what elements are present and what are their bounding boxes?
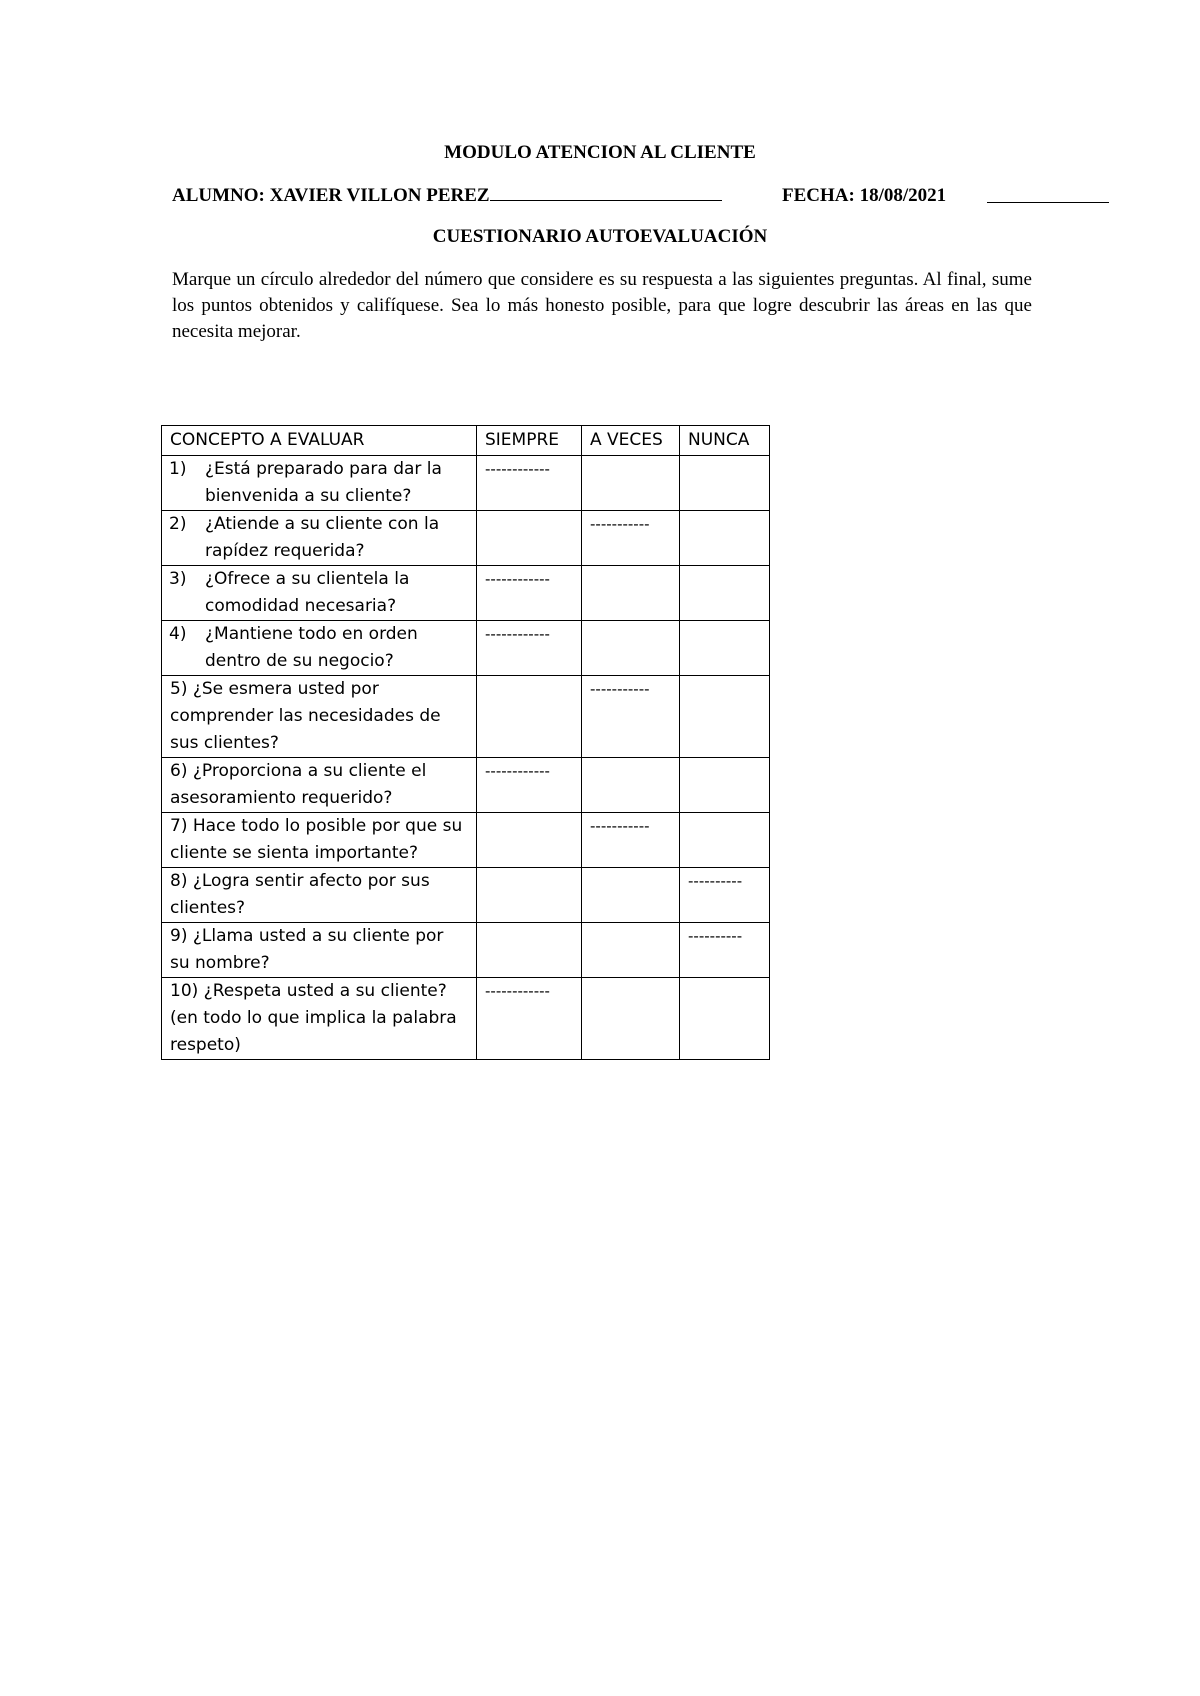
table-row	[162, 456, 770, 511]
header-a-veces: A VECES	[582, 426, 680, 456]
answer-mark: ------------	[485, 625, 550, 643]
question-cell: 7) Hace todo lo posible por que su cliente se sienta importante?	[162, 813, 477, 868]
question-number: 1)	[169, 459, 187, 479]
siempre-cell[interactable]	[477, 456, 582, 511]
answer-mark: ------------	[485, 460, 550, 478]
answer-mark: -----------	[590, 680, 650, 698]
table-row	[162, 566, 770, 621]
question-text: ¿Ofrece a su clientela la comodidad necesaria?	[205, 569, 410, 616]
siempre-cell[interactable]	[477, 621, 582, 676]
table-row	[162, 923, 770, 978]
question-cell: 8) ¿Logra sentir afecto por sus clientes?	[162, 868, 477, 923]
date-label: FECHA: 18/08/2021	[782, 185, 947, 206]
a-veces-cell[interactable]	[582, 813, 680, 868]
a-veces-cell[interactable]	[582, 868, 680, 923]
question-cell	[162, 621, 477, 676]
answer-mark: -----------	[590, 817, 650, 835]
a-veces-cell[interactable]	[582, 978, 680, 1060]
siempre-cell[interactable]	[477, 923, 582, 978]
question-text: ¿Mantiene todo en orden dentro de su negocio?	[205, 624, 418, 671]
table-row	[162, 676, 770, 758]
question-cell: 9) ¿Llama usted a su cliente por su nombre?	[162, 923, 477, 978]
table-row	[162, 511, 770, 566]
answer-mark: ------------	[485, 762, 550, 780]
nunca-cell[interactable]	[680, 621, 770, 676]
question-number: 2)	[169, 514, 187, 534]
a-veces-cell[interactable]	[582, 676, 680, 758]
answer-mark: ----------	[688, 872, 743, 890]
date-blank-line	[987, 202, 1109, 203]
header-concepto: CONCEPTO A EVALUAR	[162, 426, 477, 456]
answer-mark: ------------	[485, 982, 550, 1000]
document-title: MODULO ATENCION AL CLIENTE	[444, 142, 756, 163]
header-siempre: SIEMPRE	[477, 426, 582, 456]
question-text: ¿Atiende a su cliente con la rapídez requerida?	[205, 514, 440, 561]
table-row	[162, 621, 770, 676]
siempre-cell[interactable]	[477, 868, 582, 923]
question-cell	[162, 566, 477, 621]
question-number: 3)	[169, 569, 187, 589]
siempre-cell[interactable]	[477, 676, 582, 758]
student-name: ALUMNO: XAVIER VILLON PEREZ	[172, 185, 490, 206]
evaluation-table	[161, 425, 770, 1060]
question-number: 4)	[169, 624, 187, 644]
instructions-paragraph: Marque un círculo alrededor del número que considere es su respuesta a las siguientes preguntas. Al final, sume los puntos obtenidos y califíquese. Sea lo más honesto posible, para que logre descubrir las áreas en las que necesita mejorar.	[172, 269, 1032, 342]
name-blank-line	[490, 185, 722, 201]
answer-mark: ----------	[688, 927, 743, 945]
nunca-cell[interactable]	[680, 758, 770, 813]
answer-mark: -----------	[590, 515, 650, 533]
table-row	[162, 978, 770, 1060]
student-line	[172, 185, 1112, 207]
nunca-cell[interactable]	[680, 676, 770, 758]
siempre-cell[interactable]	[477, 758, 582, 813]
table-header-row	[162, 426, 770, 456]
questionnaire-title: CUESTIONARIO AUTOEVALUACIÓN	[432, 226, 768, 247]
nunca-cell[interactable]	[680, 923, 770, 978]
siempre-cell[interactable]	[477, 813, 582, 868]
a-veces-cell[interactable]	[582, 923, 680, 978]
nunca-cell[interactable]	[680, 566, 770, 621]
nunca-cell[interactable]	[680, 813, 770, 868]
table-row	[162, 868, 770, 923]
question-cell	[162, 456, 477, 511]
question-cell	[162, 511, 477, 566]
nunca-cell[interactable]	[680, 978, 770, 1060]
nunca-cell[interactable]	[680, 511, 770, 566]
nunca-cell[interactable]	[680, 456, 770, 511]
question-text: ¿Está preparado para dar la bienvenida a su cliente?	[205, 459, 442, 506]
question-cell: 5) ¿Se esmera usted por comprender las necesidades de sus clientes?	[162, 676, 477, 758]
answer-mark: ------------	[485, 570, 550, 588]
a-veces-cell[interactable]	[582, 511, 680, 566]
siempre-cell[interactable]	[477, 511, 582, 566]
a-veces-cell[interactable]	[582, 566, 680, 621]
a-veces-cell[interactable]	[582, 758, 680, 813]
table-row	[162, 758, 770, 813]
siempre-cell[interactable]	[477, 566, 582, 621]
nunca-cell[interactable]	[680, 868, 770, 923]
question-cell: 10) ¿Respeta usted a su cliente? (en todo lo que implica la palabra respeto)	[162, 978, 477, 1060]
header-nunca: NUNCA	[680, 426, 770, 456]
a-veces-cell[interactable]	[582, 456, 680, 511]
table-row	[162, 813, 770, 868]
question-cell: 6) ¿Proporciona a su cliente el asesoramiento requerido?	[162, 758, 477, 813]
siempre-cell[interactable]	[477, 978, 582, 1060]
a-veces-cell[interactable]	[582, 621, 680, 676]
